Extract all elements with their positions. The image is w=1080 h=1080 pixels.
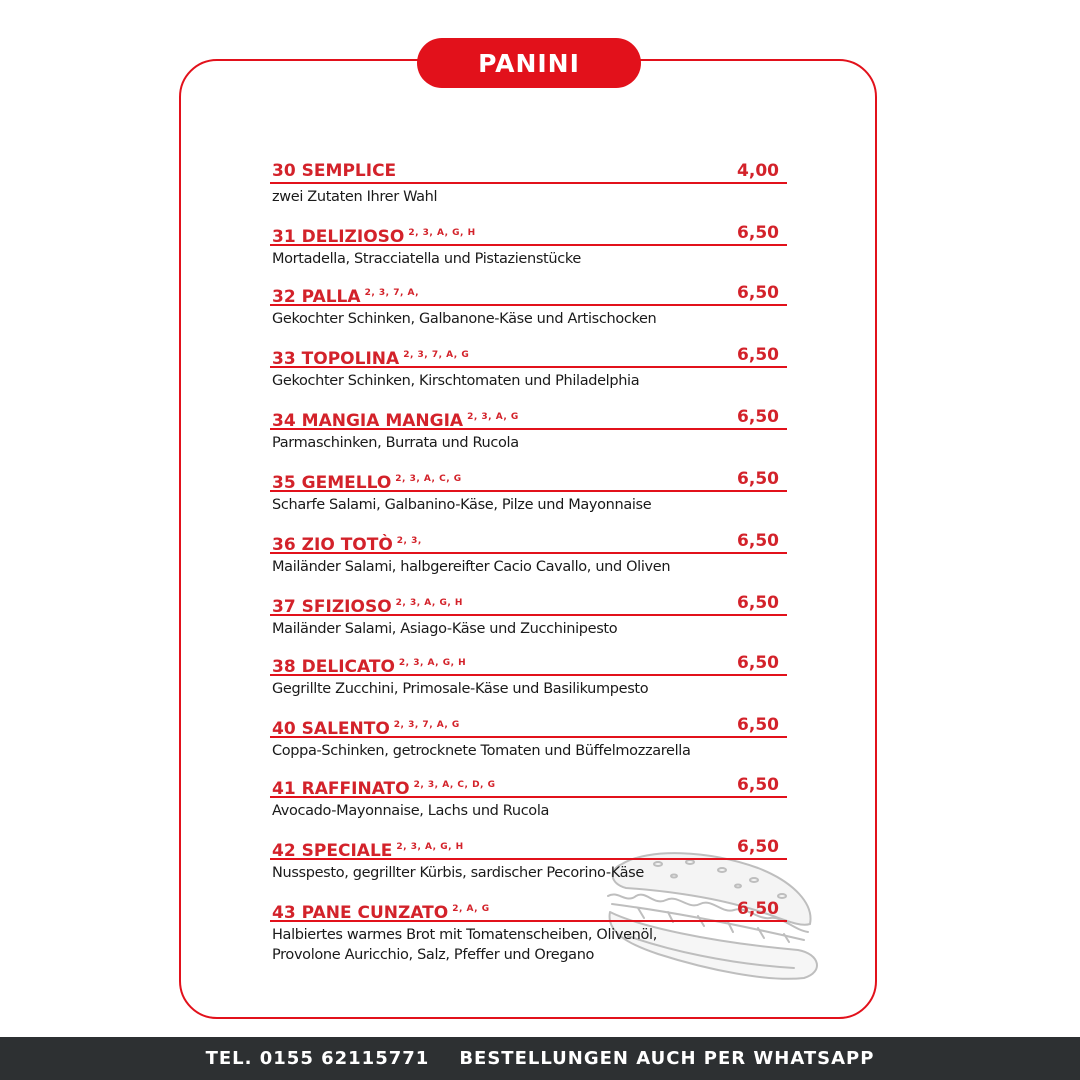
footer-phone: TEL. 0155 62115771 [205,1048,430,1069]
menu-item [270,714,787,761]
menu-item-description [270,925,787,965]
menu-item-number: 42 [272,841,296,861]
menu-item-title [272,406,519,432]
menu-item-title [272,898,490,924]
menu-item-description-line: Halbiertes warmes Brot mit Tomatenscheiben, Olivenöl, [272,927,657,943]
menu-item-header [270,282,787,306]
menu-item-allergens: 2, 3, A, C, G [395,474,462,484]
menu-item-description-line: Coppa-Schinken, getrocknete Tomaten und Büffelmozzarella [272,743,691,759]
menu-item-price: 6,50 [737,469,779,489]
menu-item-title [272,714,460,740]
menu-item-name: GEMELLO [301,473,392,493]
menu-item-description-line: Gekochter Schinken, Galbanone-Käse und Artischocken [272,311,657,327]
menu-item-description [270,679,787,699]
menu-item-header [270,836,787,860]
menu-item-number: 34 [272,411,296,431]
menu-item-allergens: 2, 3, [396,536,422,546]
menu-item-name: SEMPLICE [301,161,397,181]
menu-item-price: 4,00 [737,161,779,181]
menu-item-allergens: 2, A, G [452,904,490,914]
menu-item-description [270,187,787,207]
menu-item-price: 6,50 [737,775,779,795]
menu-item-description-line: Scharfe Salami, Galbanino-Käse, Pilze und Mayonnaise [272,497,652,513]
footer-bar [0,1037,1080,1080]
menu-item [270,344,787,391]
menu-item-description [270,863,787,883]
menu-item-name: PALLA [301,287,361,307]
menu-item-header [270,898,787,922]
menu-item-description [270,309,787,329]
menu-item-name: DELICATO [301,657,395,677]
menu-item [270,898,787,965]
menu-item-name: RAFFINATO [301,779,410,799]
menu-item-description [270,249,787,269]
menu-item-number: 32 [272,287,296,307]
menu-item-allergens: 2, 3, A, G, H [395,598,463,608]
menu-item-number: 35 [272,473,296,493]
menu-item [270,282,787,329]
menu-item-description-line: Mailänder Salami, Asiago-Käse und Zucchinipesto [272,621,618,637]
menu-item-number: 40 [272,719,296,739]
menu-item-name: SFIZIOSO [301,597,392,617]
menu-item-header [270,406,787,430]
menu-item-description [270,371,787,391]
menu-item-price: 6,50 [737,223,779,243]
menu-item [270,592,787,639]
menu-item-name: ZIO TOTÒ [301,535,393,555]
menu-item [270,652,787,699]
menu-item-description-line: Gegrillte Zucchini, Primosale-Käse und Basilikumpesto [272,681,649,697]
footer-whatsapp-note: BESTELLUNGEN AUCH PER WHATSAPP [459,1048,875,1069]
menu-item [270,468,787,515]
menu-item-price: 6,50 [737,531,779,551]
menu-item-description [270,433,787,453]
menu-item-name: TOPOLINA [301,349,400,369]
menu-item-header [270,344,787,368]
menu-item-title [272,468,462,494]
menu-item-allergens: 2, 3, 7, A, G [403,350,470,360]
menu-item-description-line: Nusspesto, gegrillter Kürbis, sardischer Pecorino-Käse [272,865,644,881]
menu-item-header [270,530,787,554]
menu-item-number: 38 [272,657,296,677]
menu-item-description [270,801,787,821]
menu-item-title [272,222,476,248]
menu-item [270,774,787,821]
menu-item-description [270,741,787,761]
menu-item-allergens: 2, 3, A, G, H [398,658,467,668]
menu-item-allergens: 2, 3, 7, A, G [393,720,460,730]
menu-item-title [272,836,464,862]
menu-item-allergens: 2, 3, A, G [467,412,519,422]
menu-item-description-line: Gekochter Schinken, Kirschtomaten und Philadelphia [272,373,640,389]
menu-item-name: DELIZIOSO [301,227,405,247]
menu-item-title [272,344,469,370]
menu-item-description-line: Avocado-Mayonnaise, Lachs und Rucola [272,803,550,819]
menu-item [270,222,787,269]
menu-item-description [270,557,787,577]
menu-item-description-line: Mortadella, Stracciatella und Pistazienstücke [272,251,581,267]
menu-item-header [270,774,787,798]
menu-item [270,530,787,577]
menu-item-title [272,774,495,800]
menu-item-title [272,530,422,556]
menu-item-title [272,592,463,618]
menu-item-allergens: 2, 3, 7, A, [364,288,420,298]
menu-item-description [270,495,787,515]
menu-item-name: SALENTO [301,719,390,739]
menu-item-name: SPECIALE [301,841,393,861]
menu-item-header [270,160,787,184]
menu-item-number: 31 [272,227,296,247]
menu-item-title [272,652,466,678]
menu-item-allergens: 2, 3, A, C, D, G [413,780,496,790]
menu-item-header [270,652,787,676]
menu-item-header [270,468,787,492]
menu-item-title [272,282,419,308]
menu-item-price: 6,50 [737,345,779,365]
menu-item-description-line: Parmaschinken, Burrata und Rucola [272,435,519,451]
menu-item-description-line: Provolone Auricchio, Salz, Pfeffer und Oregano [272,947,595,963]
menu-item [270,836,787,883]
page-title: PANINI [417,38,641,88]
menu-item-price: 6,50 [737,837,779,857]
menu-item-number: 43 [272,903,296,923]
menu-item-number: 33 [272,349,296,369]
menu-item-description-line: Mailänder Salami, halbgereifter Cacio Cavallo, und Oliven [272,559,671,575]
menu-item-header [270,714,787,738]
menu-item-description-line: zwei Zutaten Ihrer Wahl [272,189,438,205]
menu-item-description [270,619,787,639]
menu-item-price: 6,50 [737,715,779,735]
menu-item-name: PANE CUNZATO [301,903,449,923]
menu-item-price: 6,50 [737,653,779,673]
menu-item-allergens: 2, 3, A, G, H [396,842,464,852]
menu-item [270,160,787,207]
menu-item-price: 6,50 [737,899,779,919]
menu-item-number: 36 [272,535,296,555]
menu-item-allergens: 2, 3, A, G, H [408,228,476,238]
menu-item-title [272,160,396,182]
menu-item-header [270,592,787,616]
menu-item-price: 6,50 [737,283,779,303]
menu-item-number: 41 [272,779,296,799]
menu-item [270,406,787,453]
menu-item-name: MANGIA MANGIA [301,411,464,431]
menu-item-header [270,222,787,246]
menu-item-price: 6,50 [737,593,779,613]
menu-item-price: 6,50 [737,407,779,427]
menu-item-number: 30 [272,161,296,181]
menu-item-number: 37 [272,597,296,617]
